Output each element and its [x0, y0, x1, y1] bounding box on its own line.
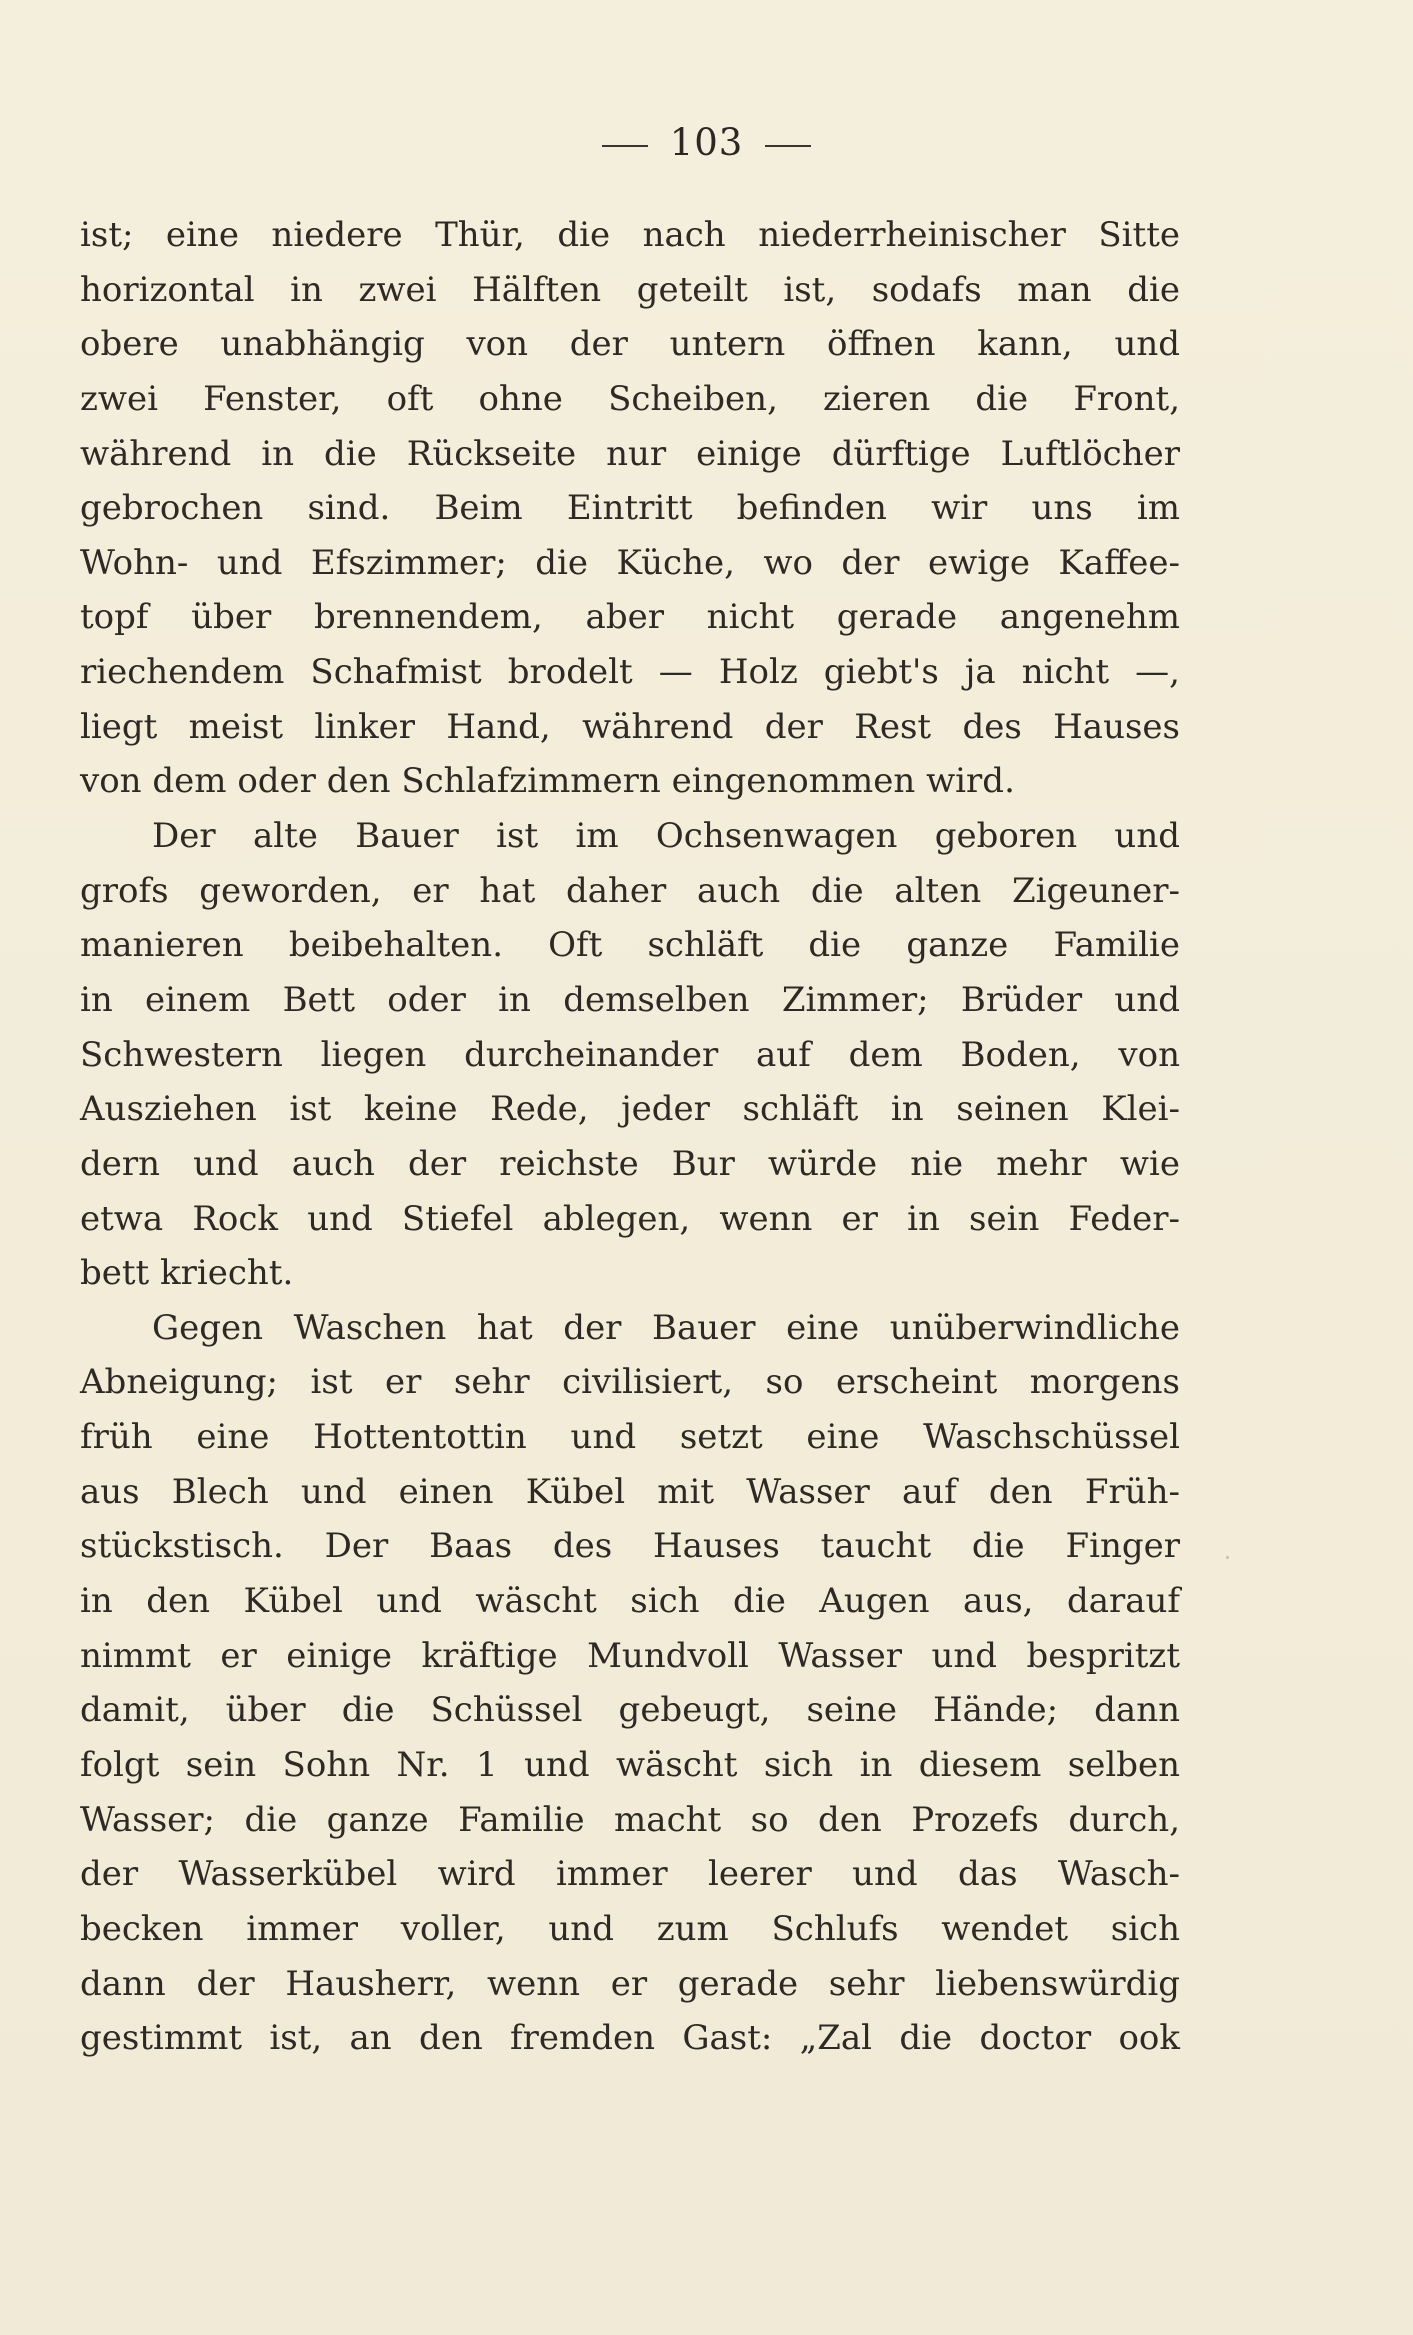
page-header [0, 118, 1413, 168]
text-line: Abneigung; ist er sehr civilisiert, so erscheint morgens [80, 1362, 1180, 1403]
text-line: folgt sein Sohn Nr. 1 und wäscht sich in diesem selben [80, 1744, 1180, 1785]
text-line: riechendem Schafmist brodelt — Holz giebt's ja nicht —, [80, 652, 1180, 693]
text-line: topf über brennendem, aber nicht gerade angenehm [80, 597, 1180, 638]
text-line: in einem Bett oder in demselben Zimmer; Brüder und [80, 979, 1180, 1020]
text-line: grofs geworden, er hat daher auch die alten Zigeuner- [80, 870, 1180, 911]
text-line: während in die Rückseite nur einige dürftige Luftlöcher [80, 433, 1180, 474]
text-line: liegt meist linker Hand, während der Rest des Hauses [80, 706, 1180, 747]
text-line: Gegen Waschen hat der Bauer eine unüberwindliche [152, 1307, 1180, 1348]
text-line: obere unabhängig von der untern öffnen kann, und [80, 324, 1180, 365]
text-line: etwa Rock und Stiefel ablegen, wenn er in sein Feder- [80, 1198, 1180, 1239]
text-line: ist; eine niedere Thür, die nach niederrheinischer Sitte [80, 215, 1180, 255]
text-line: der Wasserkübel wird immer leerer und das Wasch- [80, 1854, 1180, 1895]
text-line: becken immer voller, und zum Schlufs wendet sich [80, 1908, 1180, 1949]
text-line: gestimmt ist, an den fremden Gast: „Zal die doctor ook [80, 2018, 1180, 2059]
text-line: Ausziehen ist keine Rede, jeder schläft in seinen Klei- [80, 1089, 1180, 1130]
text-line: manieren beibehalten. Oft schläft die ganze Familie [80, 925, 1180, 966]
text-line: stückstisch. Der Baas des Hauses taucht die Finger [80, 1526, 1180, 1567]
text-line: nimmt er einige kräftige Mundvoll Wasser und bespritzt [80, 1635, 1180, 1676]
text-line: Der alte Bauer ist im Ochsenwagen geboren und [152, 816, 1180, 857]
paper-speck [1226, 1556, 1229, 1559]
text-line: dann der Hausherr, wenn er gerade sehr liebenswürdig [80, 1963, 1180, 2004]
header-dash-left [602, 145, 648, 147]
text-line: bett kriecht. [80, 1253, 294, 1294]
text-line: Wohn- und Efszimmer; die Küche, wo der ewige Kaffee- [80, 542, 1180, 583]
text-line: dern und auch der reichste Bur würde nie mehr wie [80, 1143, 1180, 1184]
text-line: aus Blech und einen Kübel mit Wasser auf den Früh- [80, 1471, 1180, 1512]
text-line: früh eine Hottentottin und setzt eine Waschschüssel [80, 1417, 1180, 1458]
text-line: horizontal in zwei Hälften geteilt ist, sodafs man die [80, 269, 1180, 310]
text-line: damit, über die Schüssel gebeugt, seine Hände; dann [80, 1690, 1180, 1731]
text-line: zwei Fenster, oft ohne Scheiben, zieren die Front, [80, 378, 1180, 419]
text-line: in den Kübel und wäscht sich die Augen aus, darauf [80, 1581, 1180, 1622]
text-line: Schwestern liegen durcheinander auf dem Boden, von [80, 1034, 1180, 1075]
page-number: 103 [669, 121, 744, 164]
header-dash-right [765, 145, 811, 147]
body-text [80, 208, 1180, 2066]
text-line: gebrochen sind. Beim Eintritt befinden wir uns im [80, 488, 1180, 529]
text-line: von dem oder den Schlafzimmern eingenommen wird. [80, 761, 1015, 802]
text-line: Wasser; die ganze Familie macht so den Prozefs durch, [80, 1799, 1180, 1840]
